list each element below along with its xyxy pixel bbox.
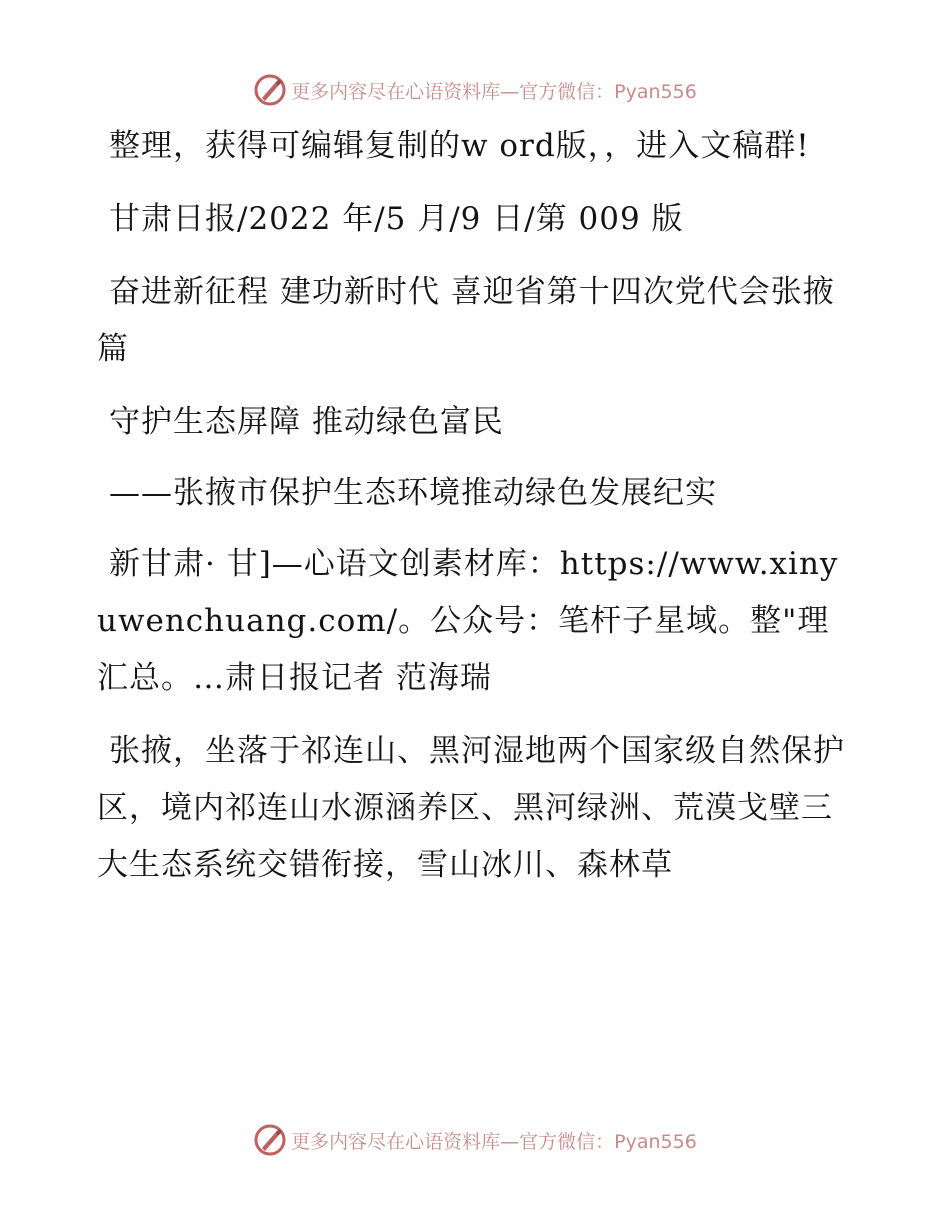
watermark-header [0,70,950,110]
document-body [97,118,857,910]
pen-logo-icon [253,1123,287,1157]
watermark-text: 更多内容尽在心语资料库—官方微信：Pyan556 [291,1130,697,1153]
watermark-text: 更多内容尽在心语资料库—官方微信：Pyan556 [291,80,697,103]
article-subtitle: ——张掖市保护生态环境推动绿色发展纪实 [109,475,717,511]
paragraph-intro: 整理，获得可编辑复制的w ord版，，进入文稿群! [109,128,810,164]
article-title: 守护生态屏障 推动绿色富民 [109,404,504,440]
paragraph-series-title: 奋进新征程 建功新时代 喜迎省第十四次党代会张掖篇 [97,274,835,367]
watermark-footer [0,1120,950,1160]
paragraph-body: 张掖，坐落于祁连山、黑河湿地两个国家级自然保护区，境内祁连山水源涵养区、黑河绿洲、荒漠戈壁三大生态系统交错衔接，雪山冰川、森林草 [97,733,845,883]
paragraph-byline: 新甘肃· 甘]—心语文创素材库：https://www.xinyuwenchuang.com/。公众号：笔杆子星域。整"理汇总。…肃日报记者 范海瑞 [97,546,839,696]
pen-logo-icon [253,73,287,107]
paragraph-source: 甘肃日报/2022 年/5 月/9 日/第 009 版 [109,201,684,237]
